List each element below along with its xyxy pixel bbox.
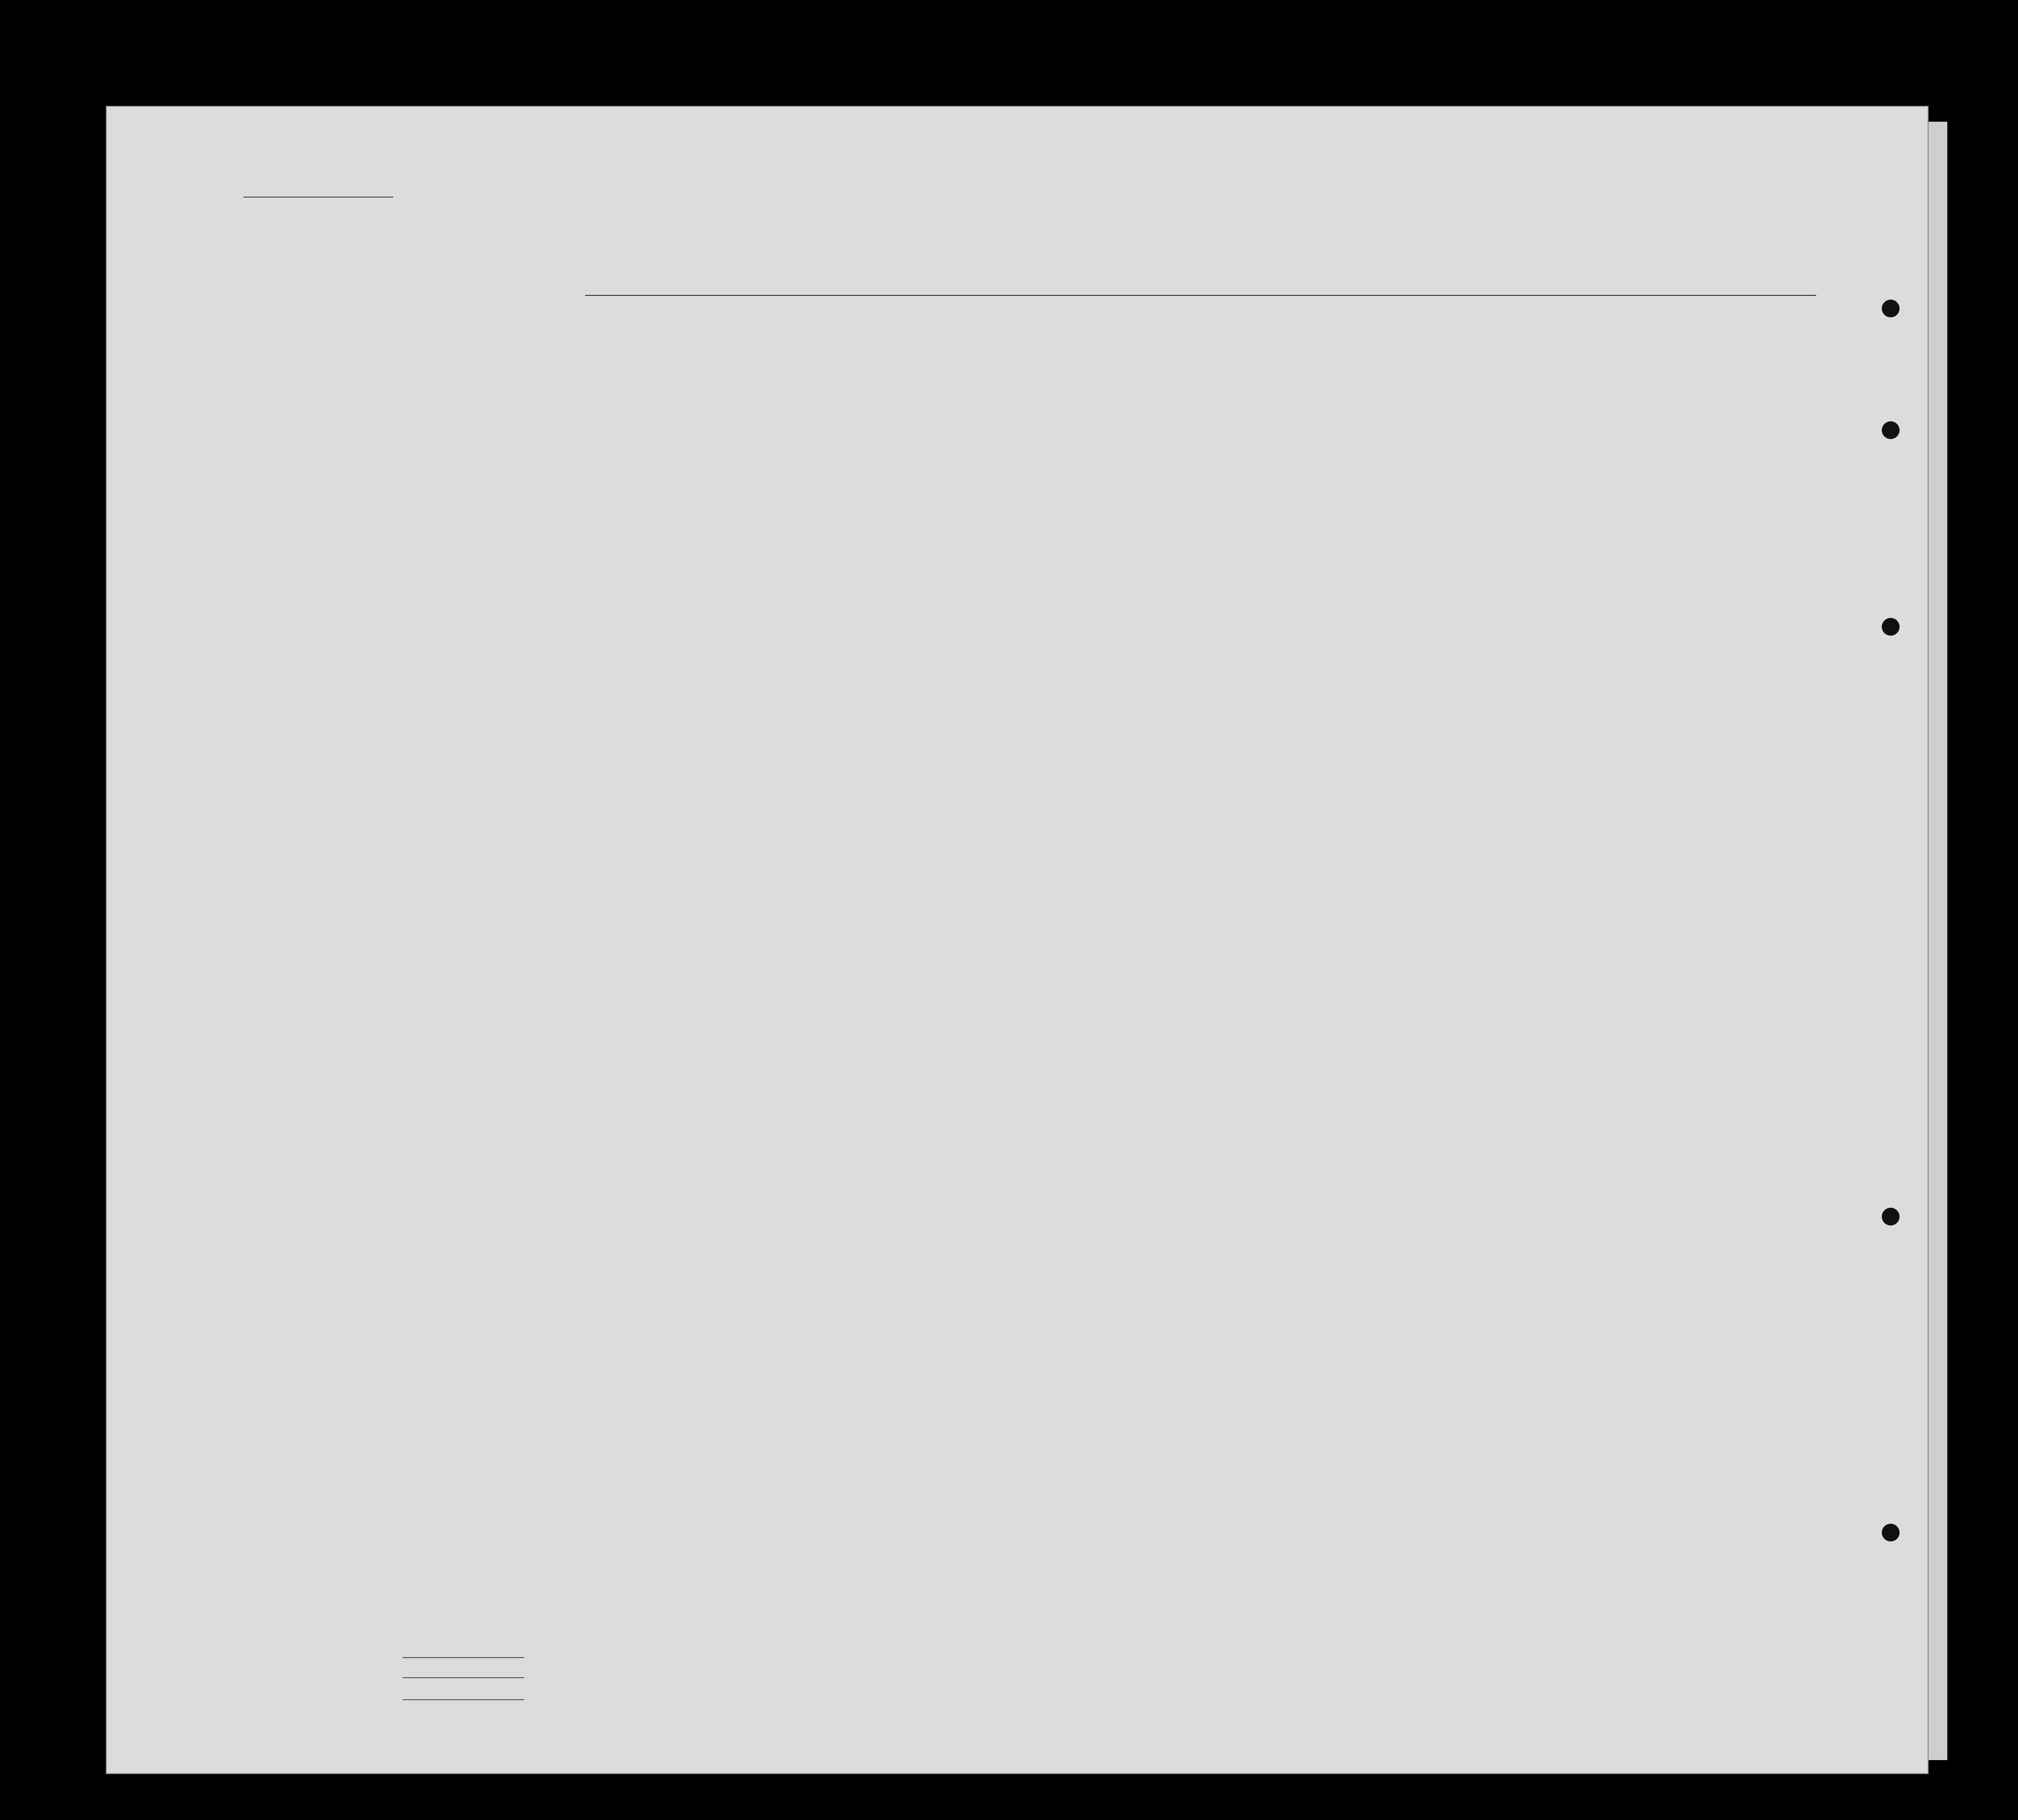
punch-hole bbox=[1882, 421, 1900, 439]
punch-hole bbox=[1882, 618, 1900, 636]
punch-hole bbox=[1882, 1208, 1900, 1226]
punch-hole bbox=[1882, 1524, 1900, 1541]
list-underline bbox=[243, 197, 393, 198]
us-line bbox=[403, 1677, 524, 1678]
total-line bbox=[403, 1657, 524, 1658]
manifest-sheet bbox=[107, 107, 1928, 1773]
ship-line-rule bbox=[585, 295, 1816, 296]
punch-hole bbox=[1882, 300, 1900, 317]
aliens-line bbox=[403, 1699, 524, 1700]
